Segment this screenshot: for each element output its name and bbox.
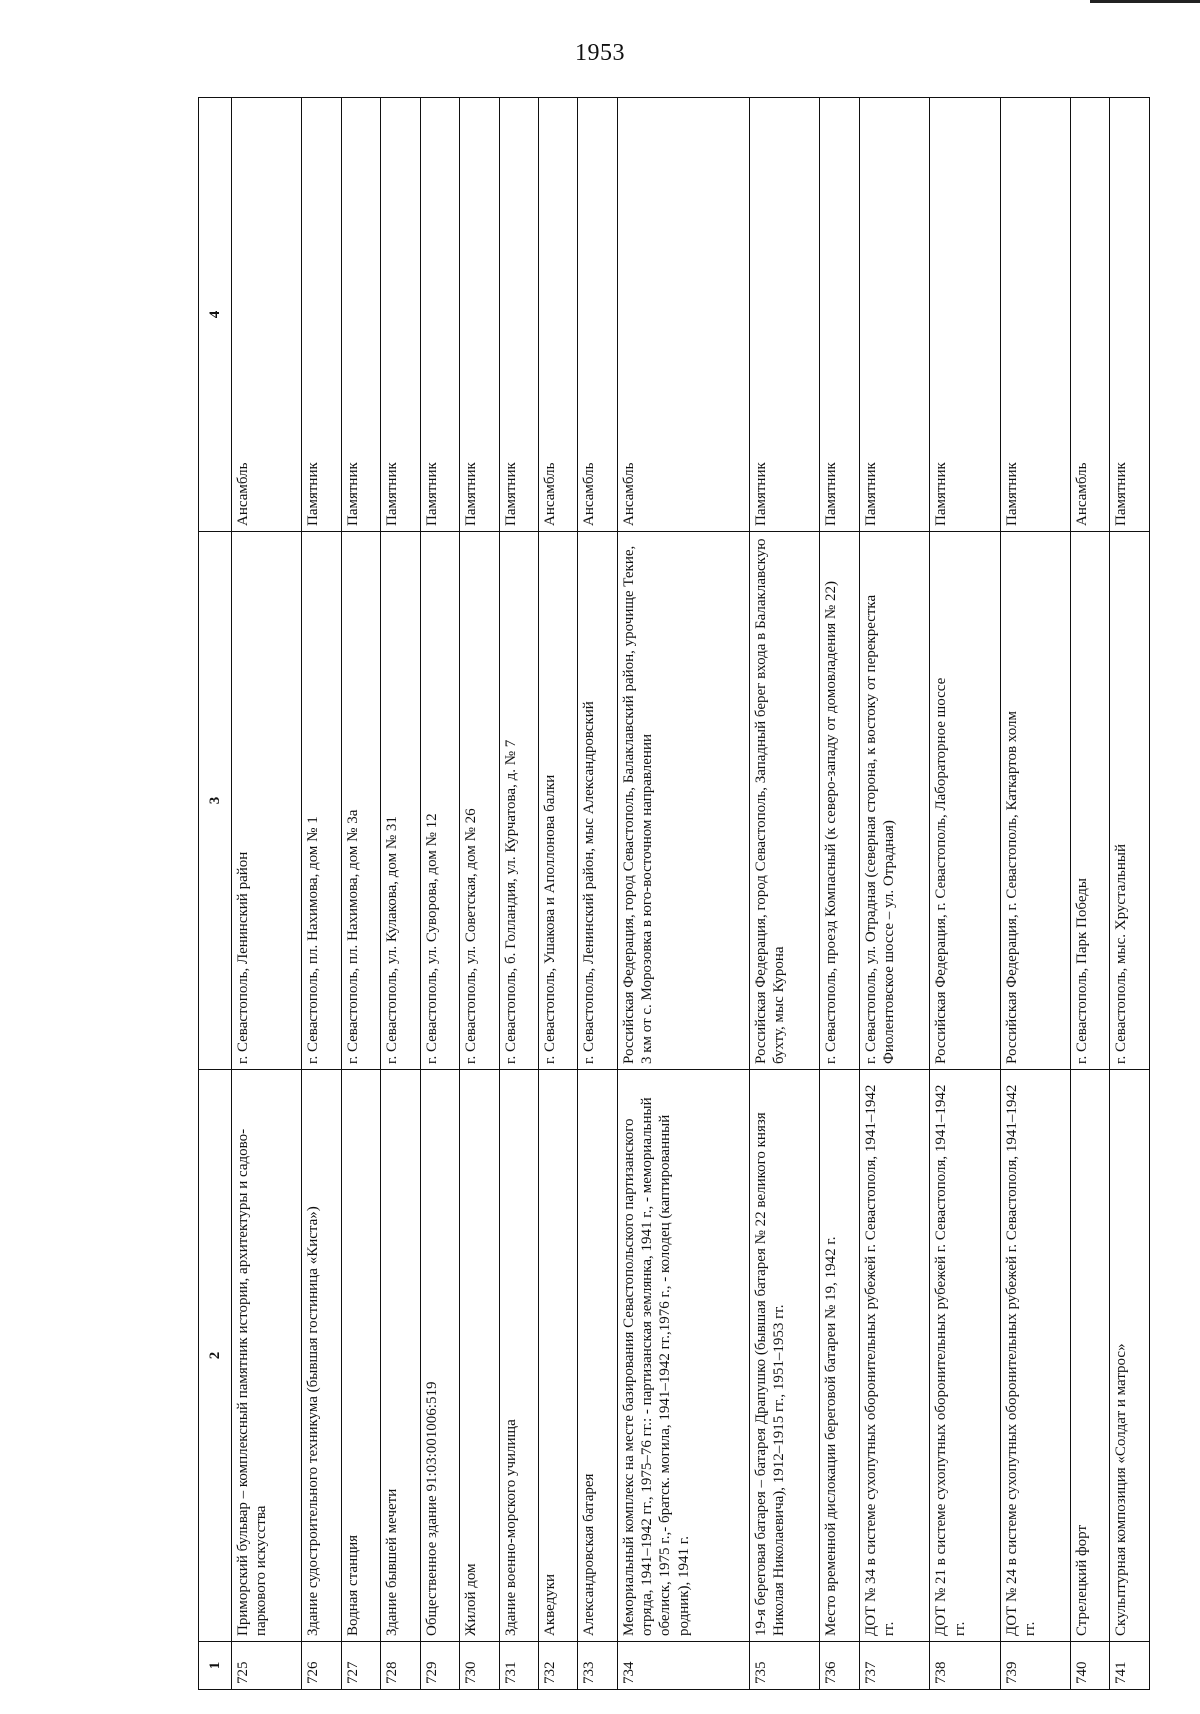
object-category: Ансамбль (1071, 98, 1110, 532)
object-location: г. Севастополь, ул. Отрадная (северная сторона, к востоку от перекрестка Фиолентовское шоссе – ул. Отрадная) (859, 532, 929, 1070)
table-row (302, 98, 341, 1690)
row-number: 736 (820, 1642, 859, 1690)
object-category: Памятник (859, 98, 929, 532)
object-location: г. Севастополь, Ушакова и Аполлонова балки (538, 532, 577, 1070)
object-name: Водная станция (341, 1070, 380, 1642)
object-location: г. Севастополь, мыс. Хрустальный (1110, 532, 1150, 1070)
header-row (199, 98, 232, 1690)
object-name: ДОТ № 21 в системе сухопутных оборонительных рубежей г. Севастополя, 1941–1942 гг. (930, 1070, 1000, 1642)
table-row (617, 98, 749, 1690)
object-location: г. Севастополь, Ленинский район (232, 532, 302, 1070)
object-name: Приморский бульвар – комплексный памятник истории, архитектуры и садово-паркового искусства (232, 1070, 302, 1642)
top-right-margin-line (1090, 0, 1200, 3)
header-col-3: 3 (199, 532, 232, 1070)
object-name: Акведуки (538, 1070, 577, 1642)
row-number: 739 (1000, 1642, 1070, 1690)
table-row (538, 98, 577, 1690)
row-number: 728 (381, 1642, 420, 1690)
row-number: 737 (859, 1642, 929, 1690)
table-row (1071, 98, 1110, 1690)
row-number: 738 (930, 1642, 1000, 1690)
header-col-1: 1 (199, 1642, 232, 1690)
object-location: Российская Федерация, город Севастополь, Западный берег входа в Балаклавскую бухту, мыс Курона (750, 532, 820, 1070)
object-name: ДОТ № 34 в системе сухопутных оборонительных рубежей г. Севастополя, 1941–1942 гг. (859, 1070, 929, 1642)
table-row (1000, 98, 1070, 1690)
row-number: 731 (499, 1642, 538, 1690)
table-row (499, 98, 538, 1690)
object-category: Памятник (1000, 98, 1070, 532)
object-category: Памятник (420, 98, 459, 532)
object-location: г. Севастополь, пл. Нахимова, дом № 3а (341, 532, 380, 1070)
object-name: Общественное здание 91:03:001006:519 (420, 1070, 459, 1642)
row-number: 741 (1110, 1642, 1150, 1690)
table-row (420, 98, 459, 1690)
table-row (930, 98, 1000, 1690)
object-location: г. Севастополь, пл. Нахимова, дом № 1 (302, 532, 341, 1070)
object-name: Здание бывшей мечети (381, 1070, 420, 1642)
object-category: Памятник (341, 98, 380, 532)
row-number: 734 (617, 1642, 749, 1690)
object-category: Памятник (750, 98, 820, 532)
row-number: 733 (578, 1642, 617, 1690)
object-category: Ансамбль (617, 98, 749, 532)
row-number: 732 (538, 1642, 577, 1690)
object-name: 19-я береговая батарея – батарея Драпушко (бывшая батарея № 22 великого князя Николая Николаевича), 1912–1915 гг., 1951–1953 гг. (750, 1070, 820, 1642)
object-location: г. Севастополь, б. Голландия, ул. Курчатова, д. № 7 (499, 532, 538, 1070)
header-col-2: 2 (199, 1070, 232, 1642)
table-row (381, 98, 420, 1690)
table-header (199, 98, 232, 1690)
object-location: г. Севастополь, ул. Кулакова, дом № 31 (381, 532, 420, 1070)
object-name: ДОТ № 24 в системе сухопутных оборонительных рубежей г. Севастополя, 1941–1942 гг. (1000, 1070, 1070, 1642)
heritage-registry-table (198, 97, 1150, 1690)
table-body (232, 98, 1150, 1690)
row-number: 730 (460, 1642, 499, 1690)
object-category: Памятник (381, 98, 420, 532)
object-location: г. Севастополь, Парк Победы (1071, 532, 1110, 1070)
row-number: 726 (302, 1642, 341, 1690)
object-name: Место временной дислокации береговой батареи № 19, 1942 г. (820, 1070, 859, 1642)
object-location: Российская Федерация, г. Севастополь, Каткартов холм (1000, 532, 1070, 1070)
object-category: Памятник (930, 98, 1000, 532)
object-name: Здание военно-морского училища (499, 1070, 538, 1642)
object-name: Жилой дом (460, 1070, 499, 1642)
row-number: 725 (232, 1642, 302, 1690)
object-name: Здание судостроительного техникума (бывшая гостиница «Киста») (302, 1070, 341, 1642)
table-row (578, 98, 617, 1690)
table-row (820, 98, 859, 1690)
object-location: г. Севастополь, ул. Советская, дом № 26 (460, 532, 499, 1070)
object-location: Российская Федерация, г. Севастополь, Лабораторное шоссе (930, 532, 1000, 1070)
object-category: Памятник (302, 98, 341, 532)
object-location: Российская Федерация, город Севастополь, Балаклавский район, урочище Текие, 3 км от с. Морозовка в юго-восточном направлении (617, 532, 749, 1070)
row-number: 727 (341, 1642, 380, 1690)
page-number: 1953 (575, 40, 625, 66)
object-category: Памятник (820, 98, 859, 532)
object-name: Мемориальный комплекс на месте базирования Севастопольского партизанского отряда, 1941–1942 гг., 1975–76 гг.: - партизанская землянка, 1941 г., - мемориальный обелиск, 1975 г.,- братск. могила, 1941–1942 гг.,1976 г., - колодец (каптированный родник), 1941 г. (617, 1070, 749, 1642)
table-row (1110, 98, 1150, 1690)
object-name: Александровская батарея (578, 1070, 617, 1642)
table-row (460, 98, 499, 1690)
object-location: г. Севастополь, ул. Суворова, дом № 12 (420, 532, 459, 1070)
row-number: 729 (420, 1642, 459, 1690)
object-category: Ансамбль (578, 98, 617, 532)
rotated-table-container (198, 98, 1150, 1690)
table-row (859, 98, 929, 1690)
object-category: Памятник (1110, 98, 1150, 532)
table-row (232, 98, 302, 1690)
object-category: Ансамбль (538, 98, 577, 532)
row-number: 740 (1071, 1642, 1110, 1690)
object-category: Памятник (499, 98, 538, 532)
header-col-4: 4 (199, 98, 232, 532)
object-name: Скульптурная композиция «Солдат и матрос» (1110, 1070, 1150, 1642)
object-location: г. Севастополь, проезд Компасный (к северо-западу от домовладения № 22) (820, 532, 859, 1070)
row-number: 735 (750, 1642, 820, 1690)
table-row (750, 98, 820, 1690)
object-name: Стрелецкий форт (1071, 1070, 1110, 1642)
object-category: Ансамбль (232, 98, 302, 532)
object-location: г. Севастополь, Ленинский район, мыс Александровский (578, 532, 617, 1070)
table-row (341, 98, 380, 1690)
object-category: Памятник (460, 98, 499, 532)
